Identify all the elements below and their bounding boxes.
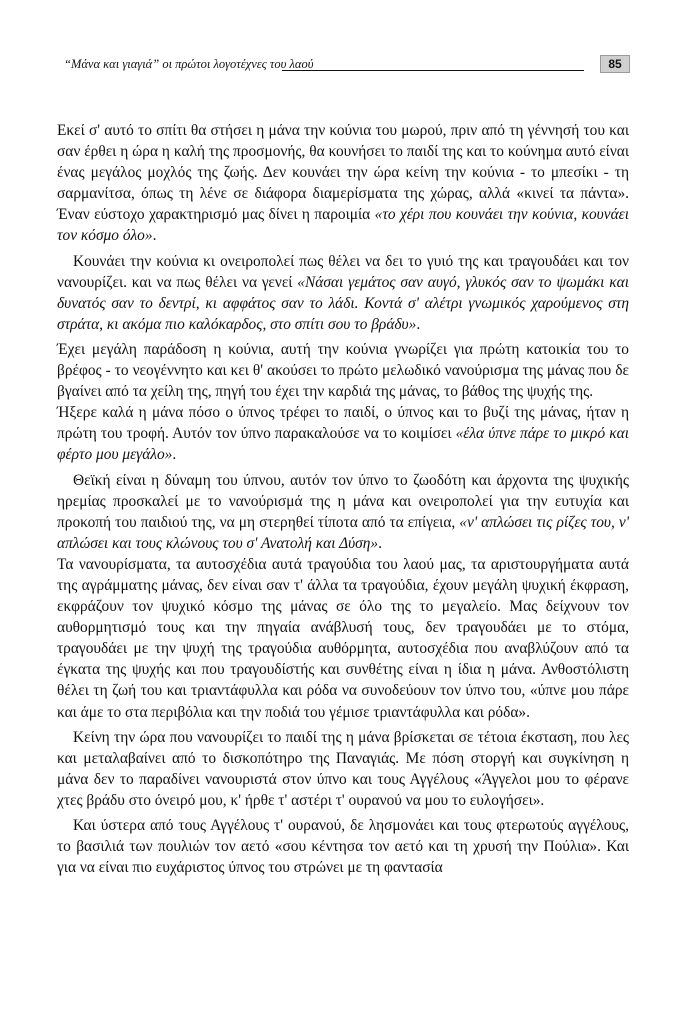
italic-quote: «το χέρι που κουνάει την κούνια, κουνάει τον κόσμο όλο» — [57, 206, 629, 245]
paragraph — [57, 120, 629, 247]
text-run: Και ύστερα από τους Αγγέλους τ' ουρανού, δε λησμονάει και τους φτερωτούς αγγέλους, το βασιλιά των πουλιών τον αετό «σου κέντησα τον αετό και τη χρυσή την Πούλια». Και για να είναι πιο ευχάριστος ύπνος του στρώνει με τη φαντασία — [57, 817, 629, 877]
italic-quote: «έλα ύπνε πάρε το μικρό και φέρτο μου μεγάλο» — [57, 425, 629, 464]
text-run: Θεϊκή είναι η δύναμη του ύπνου, αυτόν τον ύπνο το ζωοδότη και άρχοντα της ψυχικής ηρεμίας προσκαλεί με το νανούρισμά της η μάνα και ονειροπολεί για την ευτυχία και προκοπή του παιδιού της, να μη στερηθεί τίποτα από τα επίγεια, — [57, 471, 629, 531]
paragraph — [57, 727, 629, 811]
text-run: Τα νανουρίσματα, τα αυτοσχέδια αυτά τραγούδια του λαού μας, τα αριστουργήματα αυτά της αγράμματης μάνας, δεν είναι σαν τ' άλλα τα τραγούδια, έχουν μεγάλη ψυχική έκφραση, εκφράζουν τον ψυχικό κόσμο της μάνας σε όλο της το μεγαλείο. Μας δείχνουν τον αυθορμητισμό τους και την πηγαία ανάβλυσή τους, δεν τραγουδάει με το στόμα, τραγουδάει με την ψυχή της τραγούδια αυθόρμητα, αυτοσχέδια που αναβλύζουν από τα έγκατα της ψυχής και που τραγουδίστής και συνθέτης είναι η ίδια η μάνα. Ανθοστόλιστη θέλει τη ζωή του και τριαντάφυλλα και ρόδα να συνοδεύουν τον ύπνο του, «ύπνε μου πάρε και άμε το στα περιβόλια και την ποδιά του γέμισε τριαντάφυλλα και ρόδα». — [57, 555, 629, 721]
paragraph — [57, 251, 629, 335]
paragraph — [57, 815, 629, 878]
text-run: Έχει μεγάλη παράδοση η κούνια, αυτή την κούνια γνωρίζει για πρώτη κατοικία του το βρέφος - το νεογέννητο και κει θ' ακούσει το πρώτο μελωδικό νανούρισμα της μάνας που δε βγαίνει από τα χείλη της, πηγή του έχει την καρδιά της μάνας, το βάθος της ψυχής της. — [57, 340, 629, 401]
paragraph — [57, 339, 629, 402]
text-run: Κείνη την ώρα που νανουρίζει το παιδί της η μάνα βρίσκεται σε τέτοια έκσταση, που λες και μεταλαβαίνει από το δισκοπότηρο της Παναγιάς. Με πόση στοργή και συγκίνηση η μάνα δεν το παραδίνει νανουριστά στον ύπνο και τους Αγγέλους «Άγγελοι μου το φέρανε χτες βράδυ στο όνειρό μου, κ' ήρθε τ' αστέρι τ' ουρανού να μου το ευλογήσει». — [57, 728, 629, 809]
paragraph — [57, 470, 629, 554]
page-number-box — [600, 55, 630, 73]
running-header — [64, 55, 630, 77]
paragraph — [57, 402, 629, 465]
italic-quote: «Νάσαι γεμάτος σαν αυγό, γλυκός σαν το ψωμάκι και δυνατός σαν το δεντρί, κι αφφάτος σαν το λάδι. Κοντά σ' αλέτρι γνωμικός χαρούμενος στη στράτα, κι ακόμα πιο καλόκαρδος, στο σπίτι σου το βράδυ» — [57, 273, 629, 333]
italic-quote: «ν' απλώσει τις ρίζες του, ν' απλώσει και τους κλώνους του σ' Ανατολή και Δύση» — [57, 513, 629, 552]
paragraph — [57, 554, 629, 723]
header-rule — [282, 70, 584, 71]
text-run: . — [152, 227, 157, 245]
text-run: Εκεί σ' αυτό το σπίτι θα στήσει η μάνα την κούνια του μωρού, πριν από τη γέννησή του και σαν έρθει η ώρα η καλή της προσμονής, θα κουνήσει το παιδί της και το κούνημα αυτό είναι ένας μεγάλος μοχλός της ζωής. Δεν κουνάει την ώρα κείνη την κούνια - το μπεσίκι - τη σαρμανίτσα, όπως τη λένε σε διάφορα διαμερίσματα της χώρας, αλλά «κινεί τα πάντα». Έναν εύστοχο χαρακτηρισμό μας δίνει η παροιμία — [57, 122, 629, 224]
text-run: Ήξερε καλά η μάνα πόσο ο ύπνος τρέφει το παιδί, ο ύπνος και το βυζί της μάνας, ήταν η πρώτη του τροφή. Αυτόν τον ύπνο παρακαλούσε να το κοιμίσει — [57, 404, 629, 443]
text-run: Κουνάει την κούνια κι ονειροπολεί πως θέλει να δει το γυιό της και τραγουδάει και τον νανουρίζει. και να πως θέλει να γενεί — [57, 252, 629, 291]
text-run: . — [378, 534, 382, 552]
page-number: 85 — [608, 57, 622, 71]
body-text — [57, 120, 629, 882]
running-header-title: “Μάνα και γιαγιά” οι πρώτοι λογοτέχνες του λαού — [64, 57, 314, 71]
text-run: . — [172, 446, 177, 464]
text-run: . — [416, 315, 421, 333]
